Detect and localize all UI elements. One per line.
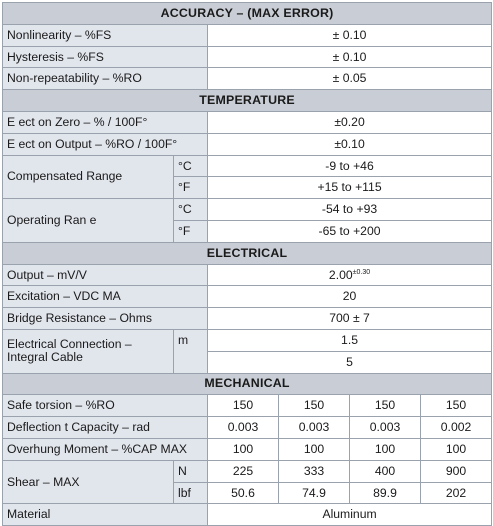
electrical-connection-label-line2: Integral Cable bbox=[7, 350, 83, 365]
table-row bbox=[3, 133, 492, 155]
electrical-header-row bbox=[3, 242, 492, 264]
shear-n-value: 225 bbox=[208, 460, 279, 482]
electrical-connection-value-2: 5 bbox=[208, 351, 492, 373]
effect-zero-value: ±0.20 bbox=[208, 111, 492, 133]
table-row bbox=[3, 155, 492, 177]
table-row bbox=[3, 264, 492, 286]
table-row bbox=[3, 417, 492, 439]
non-repeatability-label: Non-repeatability – %RO bbox=[3, 68, 208, 90]
compensated-unit-f: °F bbox=[174, 177, 208, 199]
material-label: Material bbox=[3, 504, 208, 526]
shear-n-value: 333 bbox=[279, 460, 350, 482]
deflection-value: 0.002 bbox=[421, 417, 492, 439]
nonlinearity-value: ± 0.10 bbox=[208, 24, 492, 46]
overhung-moment-label: Overhung Moment – %CAP MAX bbox=[3, 438, 208, 460]
safe-torsion-label: Safe torsion – %RO bbox=[3, 395, 208, 417]
deflection-value: 0.003 bbox=[350, 417, 421, 439]
table-row bbox=[3, 395, 492, 417]
shear-lbf-value: 74.9 bbox=[279, 482, 350, 504]
overhung-moment-value: 100 bbox=[279, 438, 350, 460]
non-repeatability-value: ± 0.05 bbox=[208, 68, 492, 90]
operating-value-f: -65 to +200 bbox=[208, 220, 492, 242]
table-row bbox=[3, 329, 492, 351]
temperature-header-row bbox=[3, 90, 492, 112]
table-row bbox=[3, 199, 492, 221]
safe-torsion-value: 150 bbox=[350, 395, 421, 417]
electrical-connection-unit: m bbox=[174, 329, 208, 373]
output-value: 2.00 bbox=[328, 267, 353, 282]
operating-value-c: -54 to +93 bbox=[208, 199, 492, 221]
overhung-moment-value: 100 bbox=[421, 438, 492, 460]
safe-torsion-value: 150 bbox=[421, 395, 492, 417]
operating-unit-c: °C bbox=[174, 199, 208, 221]
table-row bbox=[3, 286, 492, 308]
nonlinearity-label: Nonlinearity – %FS bbox=[3, 24, 208, 46]
shear-unit-n: N bbox=[174, 460, 208, 482]
material-value: Aluminum bbox=[208, 504, 492, 526]
compensated-unit-c: °C bbox=[174, 155, 208, 177]
mechanical-header-row bbox=[3, 373, 492, 395]
shear-label: Shear – MAX bbox=[3, 460, 174, 504]
shear-n-value: 400 bbox=[350, 460, 421, 482]
table-row bbox=[3, 24, 492, 46]
overhung-moment-value: 100 bbox=[350, 438, 421, 460]
operating-range-label: Operating Ran e bbox=[3, 199, 174, 243]
table-row bbox=[3, 68, 492, 90]
compensated-value-f: +15 to +115 bbox=[208, 177, 492, 199]
safe-torsion-value: 150 bbox=[279, 395, 350, 417]
table-row bbox=[3, 460, 492, 482]
table-row bbox=[3, 46, 492, 68]
deflection-label: Deflection t Capacity – rad bbox=[3, 417, 208, 439]
shear-lbf-value: 202 bbox=[421, 482, 492, 504]
accuracy-header: ACCURACY – (MAX ERROR) bbox=[3, 3, 492, 25]
electrical-connection-value-1: 1.5 bbox=[208, 329, 492, 351]
effect-zero-label: E ect on Zero – % / 100F° bbox=[3, 111, 208, 133]
output-label: Output – mV/V bbox=[3, 264, 208, 286]
deflection-value: 0.003 bbox=[208, 417, 279, 439]
deflection-value: 0.003 bbox=[279, 417, 350, 439]
compensated-value-c: -9 to +46 bbox=[208, 155, 492, 177]
table-row bbox=[3, 504, 492, 526]
shear-lbf-value: 89.9 bbox=[350, 482, 421, 504]
electrical-connection-label bbox=[3, 329, 174, 373]
hysteresis-label: Hysteresis – %FS bbox=[3, 46, 208, 68]
excitation-value: 20 bbox=[208, 286, 492, 308]
mechanical-header: MECHANICAL bbox=[3, 373, 492, 395]
shear-n-value: 900 bbox=[421, 460, 492, 482]
excitation-label: Excitation – VDC MA bbox=[3, 286, 208, 308]
shear-lbf-value: 50.6 bbox=[208, 482, 279, 504]
safe-torsion-value: 150 bbox=[208, 395, 279, 417]
table-row bbox=[3, 438, 492, 460]
hysteresis-value: ± 0.10 bbox=[208, 46, 492, 68]
electrical-header: ELECTRICAL bbox=[3, 242, 492, 264]
accuracy-header-row bbox=[3, 3, 492, 25]
shear-unit-lbf: lbf bbox=[174, 482, 208, 504]
effect-output-label: E ect on Output – %RO / 100F° bbox=[3, 133, 208, 155]
output-value-cell bbox=[208, 264, 492, 286]
table-row bbox=[3, 308, 492, 330]
electrical-connection-label-line1: Electrical Connection – bbox=[7, 337, 132, 352]
effect-output-value: ±0.10 bbox=[208, 133, 492, 155]
overhung-moment-value: 100 bbox=[208, 438, 279, 460]
bridge-resistance-value: 700 ± 7 bbox=[208, 308, 492, 330]
table-row bbox=[3, 111, 492, 133]
operating-unit-f: °F bbox=[174, 220, 208, 242]
output-tolerance: ±0.30 bbox=[352, 268, 371, 276]
spec-table bbox=[2, 2, 492, 526]
compensated-range-label: Compensated Range bbox=[3, 155, 174, 199]
bridge-resistance-label: Bridge Resistance – Ohms bbox=[3, 308, 208, 330]
temperature-header: TEMPERATURE bbox=[3, 90, 492, 112]
